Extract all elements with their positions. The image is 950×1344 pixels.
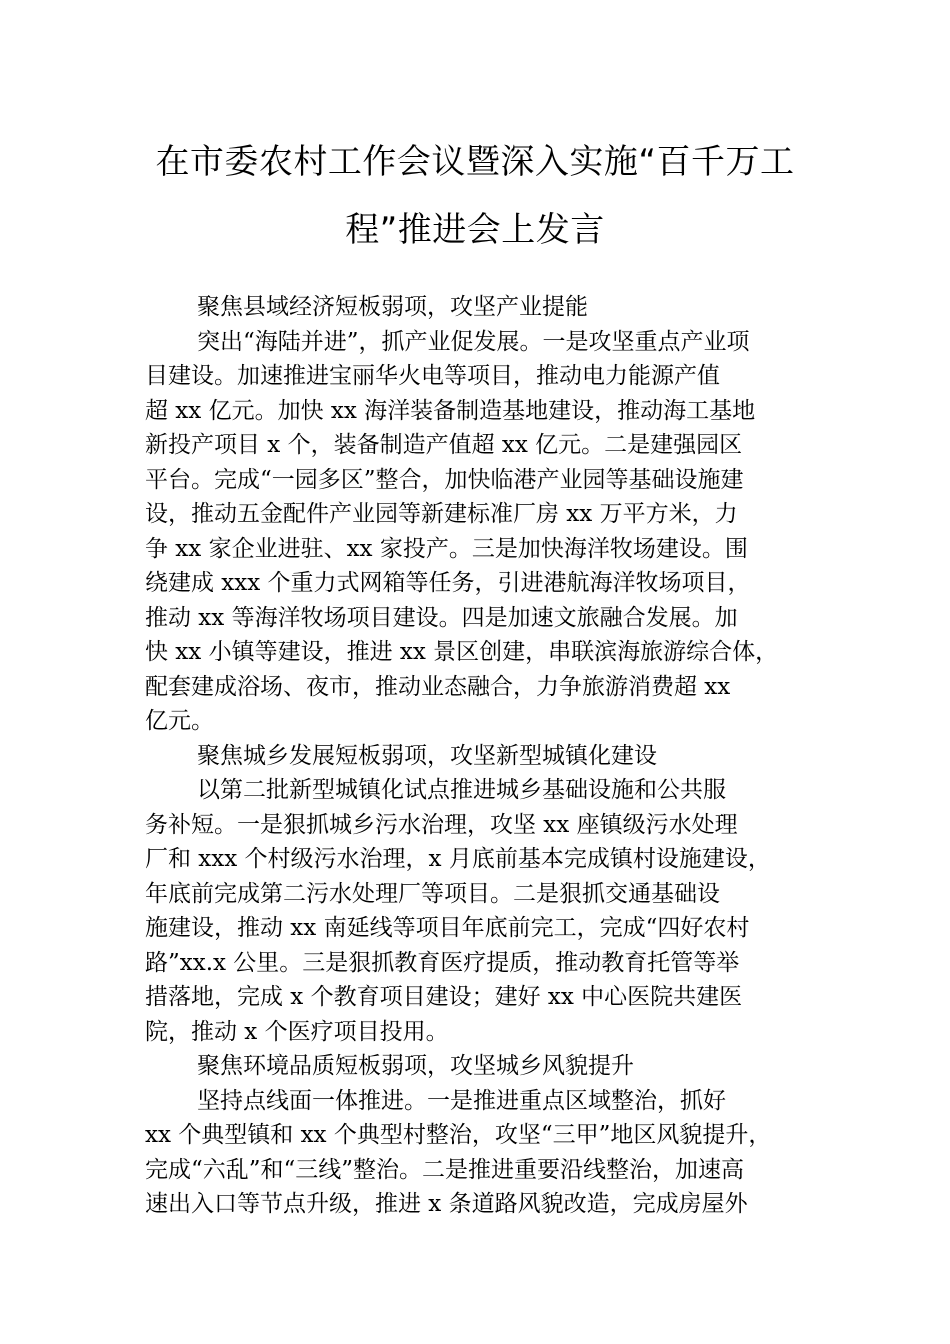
paragraph-line: 争 xx 家企业进驻、xx 家投产。三是加快海洋牧场建设。围 <box>145 535 748 562</box>
paragraph-line: 以第二批新型城镇化试点推进城乡基础设施和公共服 <box>197 777 726 803</box>
paragraph-line: 路”xx.x 公里。三是狠抓教育医疗提质，推动教育托管等举 <box>145 949 740 976</box>
paragraph-line: 平台。完成“一园多区”整合，加快临港产业园等基础设施建 <box>145 466 744 493</box>
title-line: 在市委农村工作会议暨深入实施“百千万工 <box>155 142 795 182</box>
section-heading: 聚焦县域经济短板弱项，攻坚产业提能 <box>197 294 588 320</box>
paragraph-line: 院，推动 x 个医疗项目投用。 <box>145 1018 449 1045</box>
paragraph-line: 新投产项目 x 个，装备制造产值超 xx 亿元。二是建强园区 <box>145 432 743 458</box>
section-paragraph <box>145 1084 810 1222</box>
paragraph-line: 速出入口等节点升级，推进 x 条道路风貌改造，完成房屋外 <box>145 1191 748 1217</box>
paragraph-line: 厂和 xxx 个村级污水治理，x 月底前基本完成镇村设施建设， <box>145 846 771 872</box>
paragraph-line: 目建设。加速推进宝丽华火电等项目，推动电力能源产值 <box>145 363 720 389</box>
paragraph-line: 施建设，推动 xx 南延线等项目年底前完工，完成“四好农村 <box>145 915 750 941</box>
document-body <box>145 290 810 1222</box>
document-title <box>130 128 820 264</box>
paragraph-line: 设，推动五金配件产业园等新建标准厂房 xx 万平方米，力 <box>145 501 738 527</box>
paragraph-line: 措落地，完成 x 个教育项目建设；建好 xx 中心医院共建医 <box>145 984 743 1010</box>
section-heading: 聚焦城乡发展短板弱项，攻坚新型城镇化建设 <box>197 742 657 769</box>
paragraph-line: 突出“海陆并进”，抓产业促发展。一是攻坚重点产业项 <box>197 328 750 355</box>
section-heading: 聚焦环境品质短板弱项，攻坚城乡风貌提升 <box>197 1053 634 1079</box>
paragraph-line: 坚持点线面一体推进。一是推进重点区域整治，抓好 <box>197 1087 726 1114</box>
paragraph-line: 务补短。一是狠抓城乡污水治理，攻坚 xx 座镇级污水处理 <box>145 811 738 838</box>
paragraph-line: 快 xx 小镇等建设，推进 xx 景区创建，串联滨海旅游综合体， <box>145 639 779 665</box>
paragraph-line: 绕建成 xxx 个重力式网箱等任务，引进港航海洋牧场项目， <box>145 570 751 596</box>
paragraph-line: 年底前完成第二污水处理厂等项目。二是狠抓交通基础设 <box>145 880 720 907</box>
paragraph-line: 配套建成浴场、夜市，推动业态融合，力争旅游消费超 xx <box>145 673 731 700</box>
title-line: 程”推进会上发言 <box>345 210 605 250</box>
section-paragraph <box>145 773 810 1049</box>
paragraph-line: 完成“六乱”和“三线”整治。二是推进重要沿线整治，加速高 <box>145 1156 745 1183</box>
paragraph-line: 超 xx 亿元。加快 xx 海洋装备制造基地建设，推动海工基地 <box>145 397 756 424</box>
paragraph-line: 亿元。 <box>145 708 214 734</box>
section-paragraph <box>145 325 810 739</box>
paragraph-line: 推动 xx 等海洋牧场项目建设。四是加速文旅融合发展。加 <box>145 604 738 631</box>
paragraph-line: xx 个典型镇和 xx 个典型村整治，攻坚“三甲”地区风貌提升， <box>145 1122 772 1148</box>
